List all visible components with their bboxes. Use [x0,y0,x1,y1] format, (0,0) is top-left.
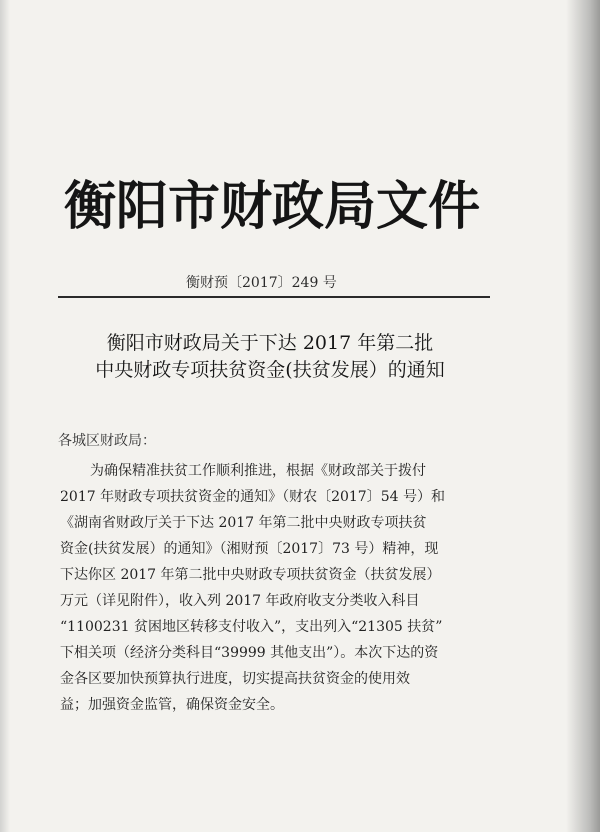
body-line: “1100231 贫困地区转移支付收入”，支出列入“21305 扶贫” [60,619,443,635]
title-line: 中央财政专项扶贫资金(扶贫发展）的通知 [95,359,445,381]
body-line: 《湖南省财政厅关于下达 2017 年第二批中央财政专项扶贫 [60,515,427,531]
title-line: 衡阳市财政局关于下达 2017 年第二批 [106,332,434,354]
addressee: 各城区财政局： [58,433,156,449]
body-line: 2017 年财政专项扶贫资金的通知》（财农〔2017〕54 号）和 [60,489,445,505]
document-header: 衡阳市财政局文件 [64,176,481,237]
document-body [60,458,500,718]
body-line: 资金(扶贫发展）的通知》（湘财预〔2017〕73 号）精神，现 [60,541,439,557]
document-title [70,330,470,384]
scan-edge-left [0,0,10,832]
body-line: 为确保精准扶贫工作顺利推进，根据《财政部关于拨付 [90,463,426,479]
body-line: 下相关项（经济分类科目“39999 其他支出”）。本次下达的资 [60,645,439,661]
body-line: 万元（详见附件），收入列 2017 年政府收支分类收入科目 [60,593,420,609]
body-line: 下达你区 2017 年第二批中央财政专项扶贫资金（扶贫发展） [60,567,441,583]
document-number: 衡财预〔2017〕249 号 [186,275,337,291]
scan-edge-right [566,0,600,832]
header-divider [58,296,490,298]
body-line: 益；加强资金监管，确保资金安全。 [60,697,284,713]
body-line: 金各区要加快预算执行进度，切实提高扶贫资金的使用效 [60,671,410,687]
